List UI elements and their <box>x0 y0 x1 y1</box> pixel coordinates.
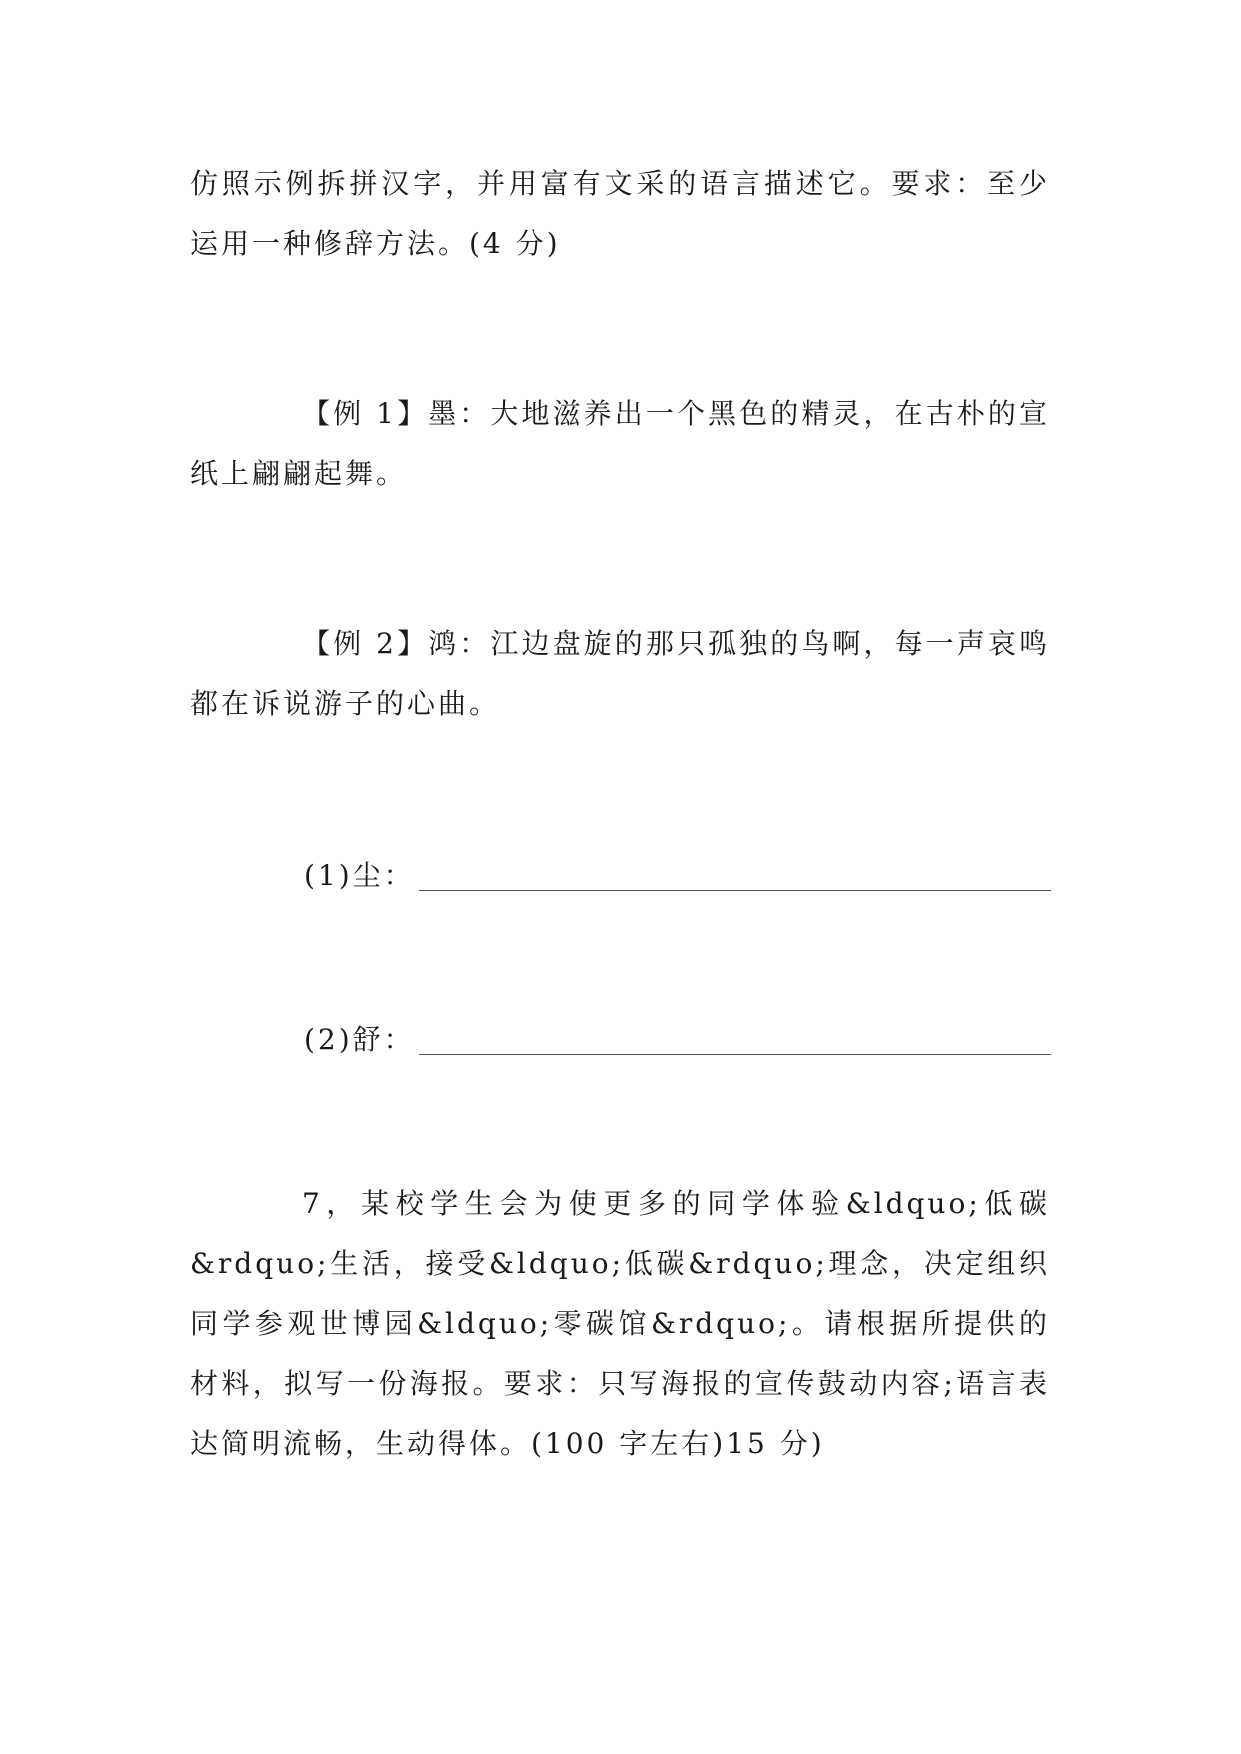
example-2-paragraph: 【例 2】鸿：江边盘旋的那只孤独的鸟啊，每一声哀鸣都在诉说游子的心曲。 <box>190 627 1050 720</box>
answer-blank-1-underline[interactable] <box>419 860 1051 891</box>
answer-blank-1-label: (1)尘： <box>304 859 415 892</box>
answer-blank-2-underline[interactable] <box>419 1024 1051 1055</box>
answer-blank-2-label: (2)舒： <box>304 1023 415 1056</box>
instruction-paragraph: 仿照示例拆拼汉字，并用富有文采的语言描述它。要求：至少运用一种修辞方法。(4 分) <box>190 167 1050 260</box>
question-7-paragraph: 7，某校学生会为使更多的同学体验&ldquo;低碳&rdquo;生活，接受&ldquo;低碳&rdquo;理念，决定组织同学参观世博园&ldquo;零碳馆&rdquo;。请根据所提供的材料，拟写一份海报。要求：只写海报的宣传鼓动内容;语言表达简明流畅，生动得体。(100 字左右)15 分) <box>190 1187 1050 1460</box>
answer-blank-1 <box>304 846 1051 906</box>
example-1-paragraph: 【例 1】墨：大地滋养出一个黑色的精灵，在古朴的宣纸上翩翩起舞。 <box>190 397 1050 490</box>
answer-blank-2 <box>304 1010 1051 1070</box>
